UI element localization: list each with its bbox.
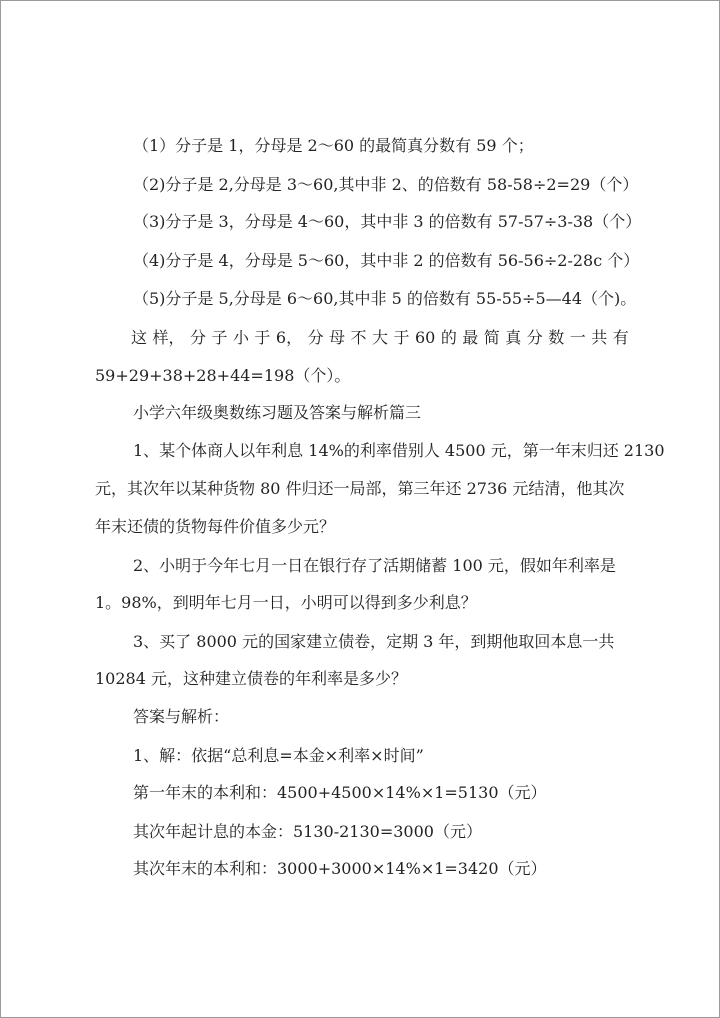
question-2-line-2: 1。98%，到明年七月一日，小明可以得到多少利息？: [95, 593, 477, 612]
conclusion-result: 59+29+38+28+44=198（个）。: [95, 366, 351, 385]
question-2-line-1: 2、小明于今年七月一日在银行存了活期储蓄 100 元，假如年利率是: [133, 556, 616, 575]
conclusion-char: 一: [569, 328, 586, 347]
answer-1-step-2: 其次年起计息的本金：5130-2130=3000（元）: [133, 822, 482, 841]
question-3-line-1: 3、买了 8000 元的国家建立债卷，定期 3 年，到期他取回本息一共: [133, 632, 615, 651]
conclusion-char: 有: [612, 328, 629, 347]
conclusion-char: 最: [462, 328, 479, 347]
question-1-line-1: 1、某个体商人以年利息 14%的利率借别人 4500 元，第一年末归还 2130: [133, 441, 665, 460]
case-1-line: （1）分子是 1，分母是 2～60 的最简真分数有 59 个；: [133, 136, 534, 155]
conclusion-char: 子: [211, 328, 228, 347]
conclusion-char: 大: [372, 328, 389, 347]
case-2-line: （2)分子是 2,分母是 3～60,其中非 2、的倍数有 58-58÷2=29（个）: [133, 175, 639, 194]
conclusion-char: 分: [189, 328, 206, 347]
conclusion-char: 母: [329, 328, 346, 347]
conclusion-char: 数: [548, 328, 565, 347]
answer-heading: 答案与解析：: [133, 707, 230, 726]
conclusion-char: 的: [440, 328, 457, 347]
conclusion-char: 小: [232, 328, 249, 347]
question-3-line-2: 10284 元，这种建立债卷的年利率是多少？: [95, 669, 407, 688]
conclusion-char: 6，: [275, 328, 303, 347]
answer-1-step-3: 其次年末的本利和：3000+3000×14%×1=3420（元）: [133, 859, 547, 878]
conclusion-char: 60: [414, 328, 436, 347]
case-5-line: （5)分子是 5,分母是 6～60,其中非 5 的倍数有 55-55÷5—44（个)。: [133, 289, 637, 308]
conclusion-char: 简: [483, 328, 500, 347]
conclusion-char: 于: [254, 328, 271, 347]
conclusion-line: [131, 328, 629, 348]
conclusion-char: 真: [505, 328, 522, 347]
question-1-line-3: 年末还债的货物每件价值多少元？: [95, 517, 336, 536]
answer-1-intro: 1、解：依据“总利息=本金×利率×时间”: [133, 746, 424, 765]
section-title: 小学六年级奥数练习题及答案与解析篇三: [133, 403, 422, 422]
answer-1-step-1: 第一年末的本利和：4500+4500×14%×1=5130（元）: [133, 783, 547, 802]
conclusion-char: 于: [393, 328, 410, 347]
case-3-line: （3)分子是 3，分母是 4～60，其中非 3 的倍数有 57-57÷3-38（个）: [133, 212, 642, 231]
conclusion-char: 不: [350, 328, 367, 347]
conclusion-char: 共: [591, 328, 608, 347]
conclusion-char: 分: [307, 328, 324, 347]
question-1-line-2: 元，其次年以某种货物 80 件归还一局部，第三年还 2736 元结清，他其次: [95, 479, 625, 498]
conclusion-char: 样，: [152, 328, 185, 347]
case-4-line: （4)分子是 4，分母是 5～60，其中非 2 的倍数有 56-56÷2-28c 个）: [133, 251, 640, 270]
conclusion-char: 这: [131, 328, 148, 347]
conclusion-char: 分: [526, 328, 543, 347]
